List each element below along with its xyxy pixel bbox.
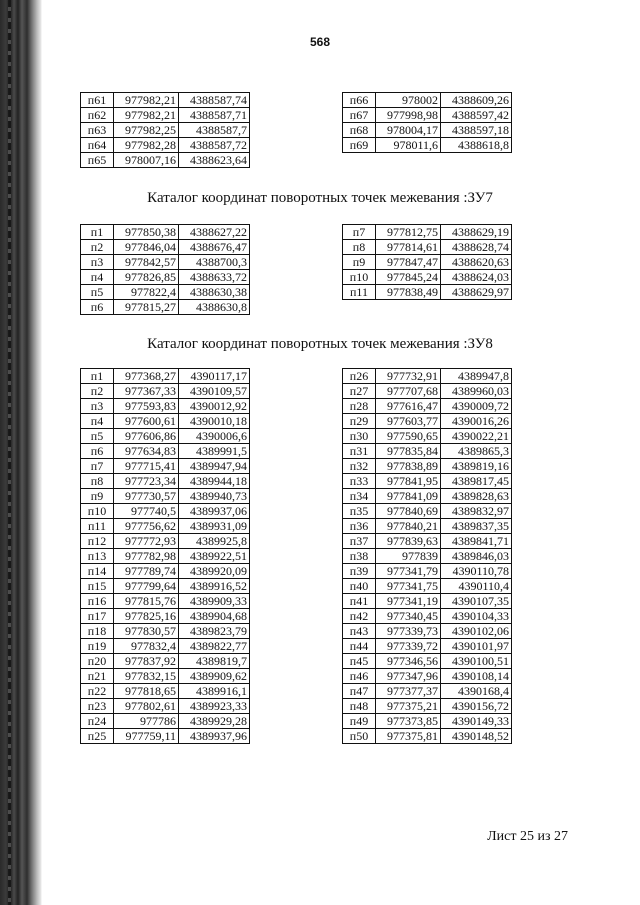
x-coordinate-cell: 977846,04 bbox=[114, 240, 179, 255]
table-row bbox=[81, 285, 250, 300]
point-id-cell: п6 bbox=[81, 444, 114, 459]
x-coordinate-cell: 977346,56 bbox=[376, 654, 441, 669]
point-id-cell: п61 bbox=[81, 93, 114, 108]
table-row bbox=[343, 369, 512, 384]
y-coordinate-cell: 4389923,33 bbox=[179, 699, 250, 714]
x-coordinate-cell: 978004,17 bbox=[376, 123, 441, 138]
point-id-cell: п34 bbox=[343, 489, 376, 504]
point-id-cell: п68 bbox=[343, 123, 376, 138]
point-id-cell: п7 bbox=[343, 225, 376, 240]
point-id-cell: п10 bbox=[343, 270, 376, 285]
x-coordinate-cell: 977715,41 bbox=[114, 459, 179, 474]
table-row bbox=[81, 519, 250, 534]
x-coordinate-cell: 977772,93 bbox=[114, 534, 179, 549]
point-id-cell: п29 bbox=[343, 414, 376, 429]
point-id-cell: п11 bbox=[343, 285, 376, 300]
y-coordinate-cell: 4389823,79 bbox=[179, 624, 250, 639]
table-row bbox=[343, 270, 512, 285]
x-coordinate-cell: 977815,27 bbox=[114, 300, 179, 315]
x-coordinate-cell: 977634,83 bbox=[114, 444, 179, 459]
y-coordinate-cell: 4388630,8 bbox=[179, 300, 250, 315]
point-id-cell: п47 bbox=[343, 684, 376, 699]
table-row bbox=[81, 504, 250, 519]
point-id-cell: п4 bbox=[81, 270, 114, 285]
y-coordinate-cell: 4390104,33 bbox=[441, 609, 512, 624]
x-coordinate-cell: 977786 bbox=[114, 714, 179, 729]
x-coordinate-cell: 977822,4 bbox=[114, 285, 179, 300]
x-coordinate-cell: 977789,74 bbox=[114, 564, 179, 579]
x-coordinate-cell: 977802,61 bbox=[114, 699, 179, 714]
x-coordinate-cell: 977740,5 bbox=[114, 504, 179, 519]
y-coordinate-cell: 4389837,35 bbox=[441, 519, 512, 534]
y-coordinate-cell: 4390110,4 bbox=[441, 579, 512, 594]
y-coordinate-cell: 4389909,62 bbox=[179, 669, 250, 684]
point-id-cell: п9 bbox=[343, 255, 376, 270]
y-coordinate-cell: 4389922,51 bbox=[179, 549, 250, 564]
point-id-cell: п27 bbox=[343, 384, 376, 399]
point-id-cell: п14 bbox=[81, 564, 114, 579]
table-row bbox=[343, 549, 512, 564]
y-coordinate-cell: 4389937,06 bbox=[179, 504, 250, 519]
x-coordinate-cell: 977825,16 bbox=[114, 609, 179, 624]
x-coordinate-cell: 977799,64 bbox=[114, 579, 179, 594]
table-row bbox=[81, 429, 250, 444]
table-row bbox=[81, 240, 250, 255]
y-coordinate-cell: 4389846,03 bbox=[441, 549, 512, 564]
y-coordinate-cell: 4390010,18 bbox=[179, 414, 250, 429]
coords-table-zu8-right bbox=[342, 368, 512, 744]
y-coordinate-cell: 4388624,03 bbox=[441, 270, 512, 285]
x-coordinate-cell: 977616,47 bbox=[376, 399, 441, 414]
y-coordinate-cell: 4390109,57 bbox=[179, 384, 250, 399]
coords-table-top-right bbox=[342, 92, 512, 153]
x-coordinate-cell: 977367,33 bbox=[114, 384, 179, 399]
table-row bbox=[81, 270, 250, 285]
table-row bbox=[81, 564, 250, 579]
table-row bbox=[81, 369, 250, 384]
x-coordinate-cell: 977339,72 bbox=[376, 639, 441, 654]
x-coordinate-cell: 977732,91 bbox=[376, 369, 441, 384]
point-id-cell: п37 bbox=[343, 534, 376, 549]
y-coordinate-cell: 4388618,8 bbox=[441, 138, 512, 153]
point-id-cell: п9 bbox=[81, 489, 114, 504]
x-coordinate-cell: 977839 bbox=[376, 549, 441, 564]
point-id-cell: п15 bbox=[81, 579, 114, 594]
y-coordinate-cell: 4389841,71 bbox=[441, 534, 512, 549]
point-id-cell: п41 bbox=[343, 594, 376, 609]
point-id-cell: п46 bbox=[343, 669, 376, 684]
table-row bbox=[343, 240, 512, 255]
table-row bbox=[81, 123, 250, 138]
x-coordinate-cell: 977377,37 bbox=[376, 684, 441, 699]
y-coordinate-cell: 4390022,21 bbox=[441, 429, 512, 444]
table-row bbox=[343, 714, 512, 729]
table-row bbox=[81, 534, 250, 549]
point-id-cell: п44 bbox=[343, 639, 376, 654]
table-row bbox=[81, 669, 250, 684]
table-row bbox=[343, 504, 512, 519]
table-row bbox=[343, 123, 512, 138]
x-coordinate-cell: 977341,19 bbox=[376, 594, 441, 609]
table-row bbox=[81, 474, 250, 489]
table-row bbox=[343, 444, 512, 459]
y-coordinate-cell: 4389865,3 bbox=[441, 444, 512, 459]
x-coordinate-cell: 977842,57 bbox=[114, 255, 179, 270]
table-row bbox=[343, 669, 512, 684]
point-id-cell: п30 bbox=[343, 429, 376, 444]
point-id-cell: п25 bbox=[81, 729, 114, 744]
x-coordinate-cell: 977782,98 bbox=[114, 549, 179, 564]
y-coordinate-cell: 4388587,74 bbox=[179, 93, 250, 108]
y-coordinate-cell: 4390108,14 bbox=[441, 669, 512, 684]
x-coordinate-cell: 978002 bbox=[376, 93, 441, 108]
y-coordinate-cell: 4388627,22 bbox=[179, 225, 250, 240]
table-row bbox=[81, 138, 250, 153]
x-coordinate-cell: 977832,4 bbox=[114, 639, 179, 654]
point-id-cell: п65 bbox=[81, 153, 114, 168]
table-row bbox=[81, 459, 250, 474]
y-coordinate-cell: 4389817,45 bbox=[441, 474, 512, 489]
y-coordinate-cell: 4389931,09 bbox=[179, 519, 250, 534]
y-coordinate-cell: 4389819,16 bbox=[441, 459, 512, 474]
point-id-cell: п36 bbox=[343, 519, 376, 534]
table-row bbox=[81, 399, 250, 414]
point-id-cell: п2 bbox=[81, 240, 114, 255]
y-coordinate-cell: 4389937,96 bbox=[179, 729, 250, 744]
y-coordinate-cell: 4390101,97 bbox=[441, 639, 512, 654]
point-id-cell: п8 bbox=[343, 240, 376, 255]
point-id-cell: п32 bbox=[343, 459, 376, 474]
y-coordinate-cell: 4389904,68 bbox=[179, 609, 250, 624]
point-id-cell: п33 bbox=[343, 474, 376, 489]
table-row bbox=[81, 699, 250, 714]
zu8-catalog-heading: Каталог координат поворотных точек межевания :ЗУ8 bbox=[147, 336, 493, 352]
point-id-cell: п43 bbox=[343, 624, 376, 639]
coords-table-zu8-left bbox=[80, 368, 250, 744]
table-row bbox=[81, 489, 250, 504]
point-id-cell: п62 bbox=[81, 108, 114, 123]
y-coordinate-cell: 4390149,33 bbox=[441, 714, 512, 729]
table-row bbox=[343, 255, 512, 270]
point-id-cell: п23 bbox=[81, 699, 114, 714]
table-row bbox=[81, 729, 250, 744]
x-coordinate-cell: 977593,83 bbox=[114, 399, 179, 414]
x-coordinate-cell: 977347,96 bbox=[376, 669, 441, 684]
x-coordinate-cell: 977841,09 bbox=[376, 489, 441, 504]
point-id-cell: п5 bbox=[81, 285, 114, 300]
x-coordinate-cell: 978007,16 bbox=[114, 153, 179, 168]
table-row bbox=[343, 609, 512, 624]
y-coordinate-cell: 4388630,38 bbox=[179, 285, 250, 300]
x-coordinate-cell: 977982,21 bbox=[114, 93, 179, 108]
y-coordinate-cell: 4389929,28 bbox=[179, 714, 250, 729]
x-coordinate-cell: 978011,6 bbox=[376, 138, 441, 153]
y-coordinate-cell: 4390100,51 bbox=[441, 654, 512, 669]
point-id-cell: п11 bbox=[81, 519, 114, 534]
point-id-cell: п40 bbox=[343, 579, 376, 594]
x-coordinate-cell: 977707,68 bbox=[376, 384, 441, 399]
point-id-cell: п66 bbox=[343, 93, 376, 108]
x-coordinate-cell: 977850,38 bbox=[114, 225, 179, 240]
x-coordinate-cell: 977838,49 bbox=[376, 285, 441, 300]
point-id-cell: п42 bbox=[343, 609, 376, 624]
x-coordinate-cell: 977830,57 bbox=[114, 624, 179, 639]
y-coordinate-cell: 4390168,4 bbox=[441, 684, 512, 699]
point-id-cell: п1 bbox=[81, 225, 114, 240]
point-id-cell: п21 bbox=[81, 669, 114, 684]
table-row bbox=[343, 429, 512, 444]
y-coordinate-cell: 4390006,6 bbox=[179, 429, 250, 444]
table-row bbox=[343, 564, 512, 579]
x-coordinate-cell: 977375,21 bbox=[376, 699, 441, 714]
y-coordinate-cell: 4390117,17 bbox=[179, 369, 250, 384]
x-coordinate-cell: 977340,45 bbox=[376, 609, 441, 624]
table-row bbox=[343, 534, 512, 549]
table-row bbox=[343, 684, 512, 699]
table-row bbox=[81, 639, 250, 654]
point-id-cell: п19 bbox=[81, 639, 114, 654]
table-row bbox=[81, 384, 250, 399]
table-row bbox=[343, 459, 512, 474]
x-coordinate-cell: 977835,84 bbox=[376, 444, 441, 459]
y-coordinate-cell: 4389828,63 bbox=[441, 489, 512, 504]
page-number: 568 bbox=[309, 35, 331, 49]
table-row bbox=[81, 654, 250, 669]
y-coordinate-cell: 4388676,47 bbox=[179, 240, 250, 255]
y-coordinate-cell: 4388700,3 bbox=[179, 255, 250, 270]
table-row bbox=[81, 624, 250, 639]
y-coordinate-cell: 4389944,18 bbox=[179, 474, 250, 489]
x-coordinate-cell: 977375,81 bbox=[376, 729, 441, 744]
table-row bbox=[81, 684, 250, 699]
table-row bbox=[81, 609, 250, 624]
x-coordinate-cell: 977838,89 bbox=[376, 459, 441, 474]
coords-table-zu7-right bbox=[342, 224, 512, 300]
table-row bbox=[343, 399, 512, 414]
table-row bbox=[343, 384, 512, 399]
x-coordinate-cell: 977826,85 bbox=[114, 270, 179, 285]
x-coordinate-cell: 977818,65 bbox=[114, 684, 179, 699]
x-coordinate-cell: 977815,76 bbox=[114, 594, 179, 609]
point-id-cell: п4 bbox=[81, 414, 114, 429]
point-id-cell: п18 bbox=[81, 624, 114, 639]
x-coordinate-cell: 977998,98 bbox=[376, 108, 441, 123]
table-row bbox=[343, 624, 512, 639]
y-coordinate-cell: 4388597,42 bbox=[441, 108, 512, 123]
table-row bbox=[81, 153, 250, 168]
y-coordinate-cell: 4389832,97 bbox=[441, 504, 512, 519]
x-coordinate-cell: 977839,63 bbox=[376, 534, 441, 549]
x-coordinate-cell: 977982,28 bbox=[114, 138, 179, 153]
table-row bbox=[81, 300, 250, 315]
y-coordinate-cell: 4390148,52 bbox=[441, 729, 512, 744]
point-id-cell: п31 bbox=[343, 444, 376, 459]
point-id-cell: п48 bbox=[343, 699, 376, 714]
y-coordinate-cell: 4389940,73 bbox=[179, 489, 250, 504]
x-coordinate-cell: 977841,95 bbox=[376, 474, 441, 489]
x-coordinate-cell: 977982,21 bbox=[114, 108, 179, 123]
y-coordinate-cell: 4390110,78 bbox=[441, 564, 512, 579]
table-row bbox=[81, 594, 250, 609]
table-row bbox=[343, 108, 512, 123]
x-coordinate-cell: 977339,73 bbox=[376, 624, 441, 639]
y-coordinate-cell: 4389920,09 bbox=[179, 564, 250, 579]
x-coordinate-cell: 977847,47 bbox=[376, 255, 441, 270]
x-coordinate-cell: 977814,61 bbox=[376, 240, 441, 255]
x-coordinate-cell: 977600,61 bbox=[114, 414, 179, 429]
y-coordinate-cell: 4388629,97 bbox=[441, 285, 512, 300]
y-coordinate-cell: 4389916,1 bbox=[179, 684, 250, 699]
y-coordinate-cell: 4388633,72 bbox=[179, 270, 250, 285]
y-coordinate-cell: 4390156,72 bbox=[441, 699, 512, 714]
y-coordinate-cell: 4388623,64 bbox=[179, 153, 250, 168]
table-row bbox=[343, 519, 512, 534]
y-coordinate-cell: 4389909,33 bbox=[179, 594, 250, 609]
x-coordinate-cell: 977603,77 bbox=[376, 414, 441, 429]
point-id-cell: п17 bbox=[81, 609, 114, 624]
point-id-cell: п1 bbox=[81, 369, 114, 384]
y-coordinate-cell: 4388587,71 bbox=[179, 108, 250, 123]
y-coordinate-cell: 4389819,7 bbox=[179, 654, 250, 669]
point-id-cell: п13 bbox=[81, 549, 114, 564]
point-id-cell: п10 bbox=[81, 504, 114, 519]
point-id-cell: п63 bbox=[81, 123, 114, 138]
y-coordinate-cell: 4389925,8 bbox=[179, 534, 250, 549]
x-coordinate-cell: 977756,62 bbox=[114, 519, 179, 534]
x-coordinate-cell: 977590,65 bbox=[376, 429, 441, 444]
y-coordinate-cell: 4390012,92 bbox=[179, 399, 250, 414]
x-coordinate-cell: 977812,75 bbox=[376, 225, 441, 240]
coords-table-zu7-left bbox=[80, 224, 250, 315]
x-coordinate-cell: 977606,86 bbox=[114, 429, 179, 444]
point-id-cell: п2 bbox=[81, 384, 114, 399]
point-id-cell: п28 bbox=[343, 399, 376, 414]
x-coordinate-cell: 977840,21 bbox=[376, 519, 441, 534]
table-row bbox=[343, 225, 512, 240]
point-id-cell: п26 bbox=[343, 369, 376, 384]
coords-table-top-left bbox=[80, 92, 250, 168]
x-coordinate-cell: 977341,79 bbox=[376, 564, 441, 579]
y-coordinate-cell: 4389822,77 bbox=[179, 639, 250, 654]
y-coordinate-cell: 4388629,19 bbox=[441, 225, 512, 240]
y-coordinate-cell: 4389947,94 bbox=[179, 459, 250, 474]
y-coordinate-cell: 4388587,7 bbox=[179, 123, 250, 138]
table-row bbox=[343, 285, 512, 300]
table-row bbox=[343, 654, 512, 669]
sheet-footer: Лист 25 из 27 bbox=[487, 829, 568, 844]
x-coordinate-cell: 977723,34 bbox=[114, 474, 179, 489]
point-id-cell: п39 bbox=[343, 564, 376, 579]
x-coordinate-cell: 977341,75 bbox=[376, 579, 441, 594]
table-row bbox=[343, 579, 512, 594]
x-coordinate-cell: 977845,24 bbox=[376, 270, 441, 285]
scan-binding-edge bbox=[0, 0, 42, 905]
point-id-cell: п16 bbox=[81, 594, 114, 609]
point-id-cell: п67 bbox=[343, 108, 376, 123]
table-row bbox=[81, 255, 250, 270]
table-row bbox=[81, 579, 250, 594]
point-id-cell: п45 bbox=[343, 654, 376, 669]
table-row bbox=[343, 594, 512, 609]
table-row bbox=[81, 444, 250, 459]
point-id-cell: п6 bbox=[81, 300, 114, 315]
point-id-cell: п35 bbox=[343, 504, 376, 519]
x-coordinate-cell: 977840,69 bbox=[376, 504, 441, 519]
y-coordinate-cell: 4388628,74 bbox=[441, 240, 512, 255]
point-id-cell: п22 bbox=[81, 684, 114, 699]
point-id-cell: п64 bbox=[81, 138, 114, 153]
x-coordinate-cell: 977832,15 bbox=[114, 669, 179, 684]
table-row bbox=[343, 729, 512, 744]
y-coordinate-cell: 4388587,72 bbox=[179, 138, 250, 153]
x-coordinate-cell: 977373,85 bbox=[376, 714, 441, 729]
y-coordinate-cell: 4390102,06 bbox=[441, 624, 512, 639]
table-row bbox=[81, 714, 250, 729]
table-row bbox=[81, 93, 250, 108]
table-row bbox=[343, 414, 512, 429]
y-coordinate-cell: 4388597,18 bbox=[441, 123, 512, 138]
y-coordinate-cell: 4389947,8 bbox=[441, 369, 512, 384]
y-coordinate-cell: 4390009,72 bbox=[441, 399, 512, 414]
table-row bbox=[343, 699, 512, 714]
point-id-cell: п49 bbox=[343, 714, 376, 729]
table-row bbox=[343, 474, 512, 489]
table-row bbox=[343, 138, 512, 153]
y-coordinate-cell: 4389916,52 bbox=[179, 579, 250, 594]
table-row bbox=[343, 639, 512, 654]
point-id-cell: п8 bbox=[81, 474, 114, 489]
point-id-cell: п24 bbox=[81, 714, 114, 729]
y-coordinate-cell: 4390016,26 bbox=[441, 414, 512, 429]
y-coordinate-cell: 4390107,35 bbox=[441, 594, 512, 609]
table-row bbox=[81, 108, 250, 123]
x-coordinate-cell: 977759,11 bbox=[114, 729, 179, 744]
y-coordinate-cell: 4388620,63 bbox=[441, 255, 512, 270]
y-coordinate-cell: 4389991,5 bbox=[179, 444, 250, 459]
zu7-catalog-heading: Каталог координат поворотных точек межевания :ЗУ7 bbox=[147, 190, 493, 206]
point-id-cell: п38 bbox=[343, 549, 376, 564]
x-coordinate-cell: 977982,25 bbox=[114, 123, 179, 138]
point-id-cell: п69 bbox=[343, 138, 376, 153]
point-id-cell: п5 bbox=[81, 429, 114, 444]
table-row bbox=[81, 414, 250, 429]
point-id-cell: п7 bbox=[81, 459, 114, 474]
table-row bbox=[81, 549, 250, 564]
y-coordinate-cell: 4389960,03 bbox=[441, 384, 512, 399]
point-id-cell: п50 bbox=[343, 729, 376, 744]
table-row bbox=[81, 225, 250, 240]
point-id-cell: п12 bbox=[81, 534, 114, 549]
x-coordinate-cell: 977837,92 bbox=[114, 654, 179, 669]
table-row bbox=[343, 489, 512, 504]
point-id-cell: п3 bbox=[81, 399, 114, 414]
point-id-cell: п20 bbox=[81, 654, 114, 669]
x-coordinate-cell: 977368,27 bbox=[114, 369, 179, 384]
point-id-cell: п3 bbox=[81, 255, 114, 270]
table-row bbox=[343, 93, 512, 108]
y-coordinate-cell: 4388609,26 bbox=[441, 93, 512, 108]
x-coordinate-cell: 977730,57 bbox=[114, 489, 179, 504]
